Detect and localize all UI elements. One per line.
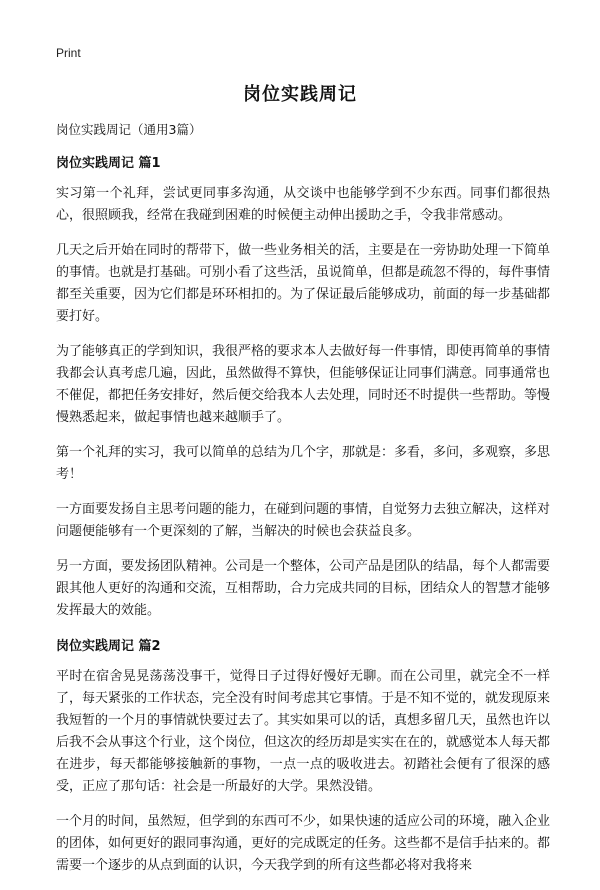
paragraph: 为了能够真正的学到知识，我很严格的要求本人去做好每一件事情，即使再简单的事情我都会认真考虑几遍，因此，虽然做得不算快，但能够保证让同事们满意。同事通常也不催促，都把任务安排好，然后便交给我本人去处理，同时还不时提供一些帮助。等慢慢熟悉起来，做起事情也越来越顺手了。 — [56, 344, 551, 425]
paragraph: 一方面要发扬自主思考问题的能力，在碰到问题的事情，自觉努力去独立解决，这样对问题便能够有一个更深刻的了解，当解决的时候也会获益良多。 — [56, 502, 551, 539]
paragraph: 一个月的时间，虽然短，但学到的东西可不少，如果快速的适应公司的环境，融入企业的团体，如何更好的跟同事沟通，更好的完成既定的任务。这些都不是信手拈来的。都需要一个逐步的从点到面的认识，今天我学到的所有这些都必将对我将来 — [56, 814, 551, 873]
print-link[interactable]: Print — [56, 46, 81, 60]
paragraph: 第一个礼拜的实习，我可以简单的总结为几个字，那就是：多看，多问，多观察，多思考！ — [56, 445, 551, 482]
paragraph: 另一方面，要发扬团队精神。公司是一个整体，公司产品是团队的结晶，每个人都需要跟其他人更好的沟通和交流，互相帮助，合力完成共同的目标，团结众人的智慧才能够发挥最大的效能。 — [56, 559, 551, 618]
section-heading: 岗位实践周记 篇1 — [56, 156, 161, 171]
section-2 — [56, 635, 550, 877]
section-1 — [56, 152, 550, 622]
document-body — [56, 148, 550, 890]
paragraph: 几天之后开始在同时的帮带下，做一些业务相关的活，主要是在一旁协助处理一下简单的事情。也就是打基础。可别小看了这些活，虽说简单，但都是疏忽不得的，每件事情都至关重要，因为它们都是环环相扣的。为了保证最后能够成功，前面的每一步基础都要打好。 — [56, 243, 551, 324]
document-title: 岗位实践周记 — [243, 84, 357, 105]
paragraph: 实习第一个礼拜，尝试更同事多沟通，从交谈中也能够学到不少东西。同事们都很热心，很照顾我，经常在我碰到困难的时候便主动伸出援助之手，令我非常感动。 — [56, 186, 550, 223]
section-heading: 岗位实践周记 篇2 — [56, 639, 161, 654]
document-subtitle: 岗位实践周记（通用3篇） — [56, 122, 202, 137]
paragraph: 平时在宿舍晃晃荡荡没事干，觉得日子过得好慢好无聊。而在公司里，就完全不一样了，每天紧张的工作状态，完全没有时间考虑其它事情。于是不知不觉的，就发现原来我短暂的一个月的事情就快要过去了。其实如果可以的话，真想多留几天，虽然也许以后我不会从事这个行业，这个岗位，但这次的经历却是实实在在的，就感觉本人每天都在进步，每天都能够接触新的事物，一点一点的吸收进去。初踏社会便有了很深的感受，正应了那句话：社会是一所最好的大学。果然没错。 — [56, 669, 551, 794]
